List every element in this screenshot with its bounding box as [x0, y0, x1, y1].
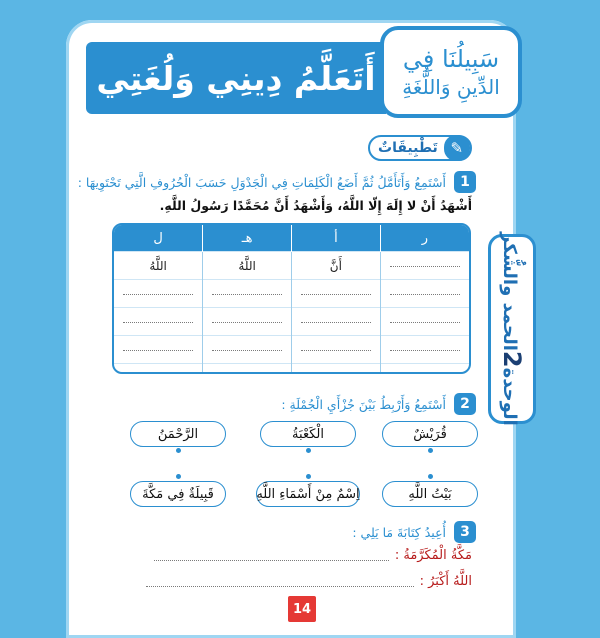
table-cell[interactable]	[380, 336, 469, 364]
match-top-item[interactable]: قُرَيْشٌ	[382, 421, 478, 447]
rewrite-line[interactable]	[154, 548, 472, 563]
table-cell[interactable]	[292, 308, 381, 336]
unit-label	[498, 232, 526, 426]
title-banner	[86, 42, 386, 114]
table-cell[interactable]	[380, 252, 469, 280]
unit-prefix: الوحدة	[499, 367, 520, 426]
exercise-2-number: 2	[454, 393, 476, 415]
exercise-1-sentence: أَشْهَدُ أَنْ لا إِلَهَ إِلّا اللَّهُ، وَأَشْهَدُ أَنَّ مُحَمَّدًا رَسُولُ اللَّهِ.	[159, 198, 472, 213]
rewrite-line[interactable]	[146, 574, 472, 589]
cell-dotted-line	[212, 294, 282, 295]
table-header: ر	[380, 225, 469, 252]
table-cell[interactable]	[380, 280, 469, 308]
table-row	[114, 336, 469, 364]
table-row	[114, 252, 469, 280]
table-header: ل	[114, 225, 203, 252]
exercise-2-header	[281, 393, 476, 415]
exercise-2-instruction: أَسْتَمِعُ وَأَرْبِطُ بَيْنَ جُزْأَيِ الْجُمْلَةِ :	[281, 396, 446, 412]
table-cell[interactable]	[292, 280, 381, 308]
rewrite-dotted-line[interactable]	[146, 585, 414, 587]
table-cell[interactable]	[114, 336, 203, 364]
cell-dotted-line	[390, 322, 460, 323]
match-dot[interactable]	[428, 474, 433, 479]
series-line1: سَبِيلُنَا فِي	[402, 45, 500, 73]
section-header	[368, 135, 472, 161]
cell-dotted-line	[301, 350, 371, 351]
rewrite-dotted-line[interactable]	[154, 559, 389, 561]
table-cell[interactable]	[114, 308, 203, 336]
match-dot[interactable]	[176, 448, 181, 453]
table-cell[interactable]	[203, 252, 292, 280]
cell-dotted-line	[301, 294, 371, 295]
exercise-3-number: 3	[454, 521, 476, 543]
table-cell[interactable]	[114, 364, 203, 375]
table-header: أ	[292, 225, 381, 252]
letters-table	[112, 223, 471, 374]
cell-dotted-line	[390, 266, 460, 267]
table-cell[interactable]	[114, 280, 203, 308]
rewrite-label: اللَّهُ أَكْبَرُ :	[419, 574, 472, 589]
unit-number: 2	[498, 350, 526, 368]
unit-name: الحمد والشُّكر	[499, 232, 520, 351]
table-cell[interactable]	[380, 364, 469, 375]
table-cell[interactable]	[203, 364, 292, 375]
match-bottom-item[interactable]: بَيْتُ اللَّهِ	[382, 481, 478, 507]
unit-side-tab	[488, 234, 536, 424]
cell-dotted-line	[123, 350, 193, 351]
cell-dotted-line	[212, 350, 282, 351]
cell-word: اللَّهُ	[149, 258, 167, 273]
table-cell[interactable]	[292, 252, 381, 280]
exercise-1-number: 1	[454, 171, 476, 193]
match-dot[interactable]	[306, 448, 311, 453]
cell-word: أَنَّ	[329, 258, 342, 273]
exercise-3-instruction: أُعِيدُ كِتَابَةَ مَا يَلِي :	[352, 524, 446, 540]
page-title: أَتَعَلَّمُ دِينِي وَلُغَتِي	[96, 58, 376, 98]
table-cell[interactable]	[380, 308, 469, 336]
pencil-icon: ✎	[444, 135, 470, 161]
table-header: هـ	[203, 225, 292, 252]
table-cell[interactable]	[292, 364, 381, 375]
match-dot[interactable]	[306, 474, 311, 479]
table-row	[114, 308, 469, 336]
cell-dotted-line	[123, 294, 193, 295]
cell-word: اللَّهُ	[238, 258, 256, 273]
match-dot[interactable]	[176, 474, 181, 479]
table-cell[interactable]	[203, 308, 292, 336]
exercise-1-instruction: أَسْتَمِعُ وَأَتَأَمَّلُ ثُمَّ أَضَعُ الْكَلِمَاتِ فِي الْجَدْوَلِ حَسَبَ الْحُرُوفِ الَّتِي تَحْتَوِيهَا :	[77, 174, 446, 190]
match-dot[interactable]	[428, 448, 433, 453]
match-top-item[interactable]: الْكَعْبَةُ	[260, 421, 356, 447]
cell-dotted-line	[123, 322, 193, 323]
series-line2: الدِّينِ وَاللُّغَةِ	[402, 75, 500, 99]
match-bottom-item[interactable]: اِسْمٌ مِنْ أَسْمَاءِ اللَّهِ	[256, 481, 360, 507]
cell-dotted-line	[390, 350, 460, 351]
table-cell[interactable]	[292, 336, 381, 364]
cell-dotted-line	[390, 294, 460, 295]
exercise-1-header	[78, 171, 476, 193]
table-row	[114, 364, 469, 375]
section-label: تَطْبِيقَاتٌ	[378, 140, 438, 156]
exercise-3-header	[352, 521, 476, 543]
table-cell[interactable]	[203, 336, 292, 364]
series-badge	[380, 26, 522, 118]
cell-dotted-line	[212, 322, 282, 323]
match-bottom-item[interactable]: قَبِيلَةٌ فِي مَكَّةَ	[130, 481, 226, 507]
match-top-item[interactable]: الرَّحْمَنُ	[130, 421, 226, 447]
page-number: 14	[288, 596, 316, 622]
table-cell[interactable]	[114, 252, 203, 280]
table-row	[114, 280, 469, 308]
table-cell[interactable]	[203, 280, 292, 308]
cell-dotted-line	[301, 322, 371, 323]
rewrite-label: مَكَّةُ الْمُكَرَّمَةُ :	[394, 548, 472, 563]
